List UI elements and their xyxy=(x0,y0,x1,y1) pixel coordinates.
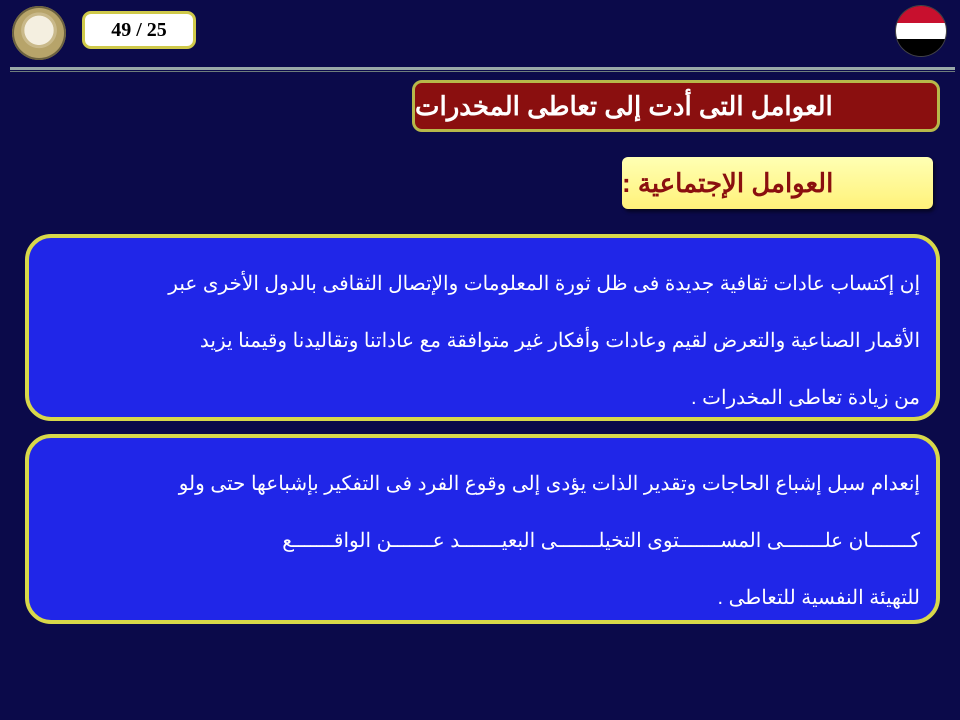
section-heading xyxy=(622,157,933,209)
paragraph-line: من زيادة تعاطى المخدرات . xyxy=(691,387,920,409)
paragraph-line: للتهيئة النفسية للتعاطى . xyxy=(717,587,920,609)
header-divider-thin xyxy=(10,71,955,72)
section-heading-text: العوامل الإجتماعية : xyxy=(622,167,834,198)
page-indicator-text: 49 / 25 xyxy=(111,18,167,41)
paragraph-line: إنعدام سبل إشباع الحاجات وتقدير الذات يؤدى إلى وقوع الفرد فى التفكير بإشباعها حتى ولو xyxy=(178,473,920,495)
emblem-icon xyxy=(12,6,66,60)
paragraph-line: كـــــــان علـــــــى المســـــــتوى التخيلـــــــى البعيـــــــد عـــــــن الواقـــــــع xyxy=(282,530,920,552)
paragraph-line: الأقمار الصناعية والتعرض لقيم وعادات وأفكار غير متوافقة مع عاداتنا وتقاليدنا وقيمنا يزيد xyxy=(199,330,920,352)
paragraph-box-1 xyxy=(25,234,940,421)
egypt-flag-icon xyxy=(896,6,946,56)
paragraph-box-2 xyxy=(25,434,940,624)
header-divider xyxy=(10,67,955,70)
paragraph-line: إن إكتساب عادات ثقافية جديدة فى ظل ثورة المعلومات والإتصال الثقافى بالدول الأخرى عبر xyxy=(168,273,920,295)
page-indicator xyxy=(82,11,196,49)
slide-title xyxy=(412,80,940,132)
slide-title-text: العوامل التى أدت إلى تعاطى المخدرات xyxy=(415,90,833,121)
